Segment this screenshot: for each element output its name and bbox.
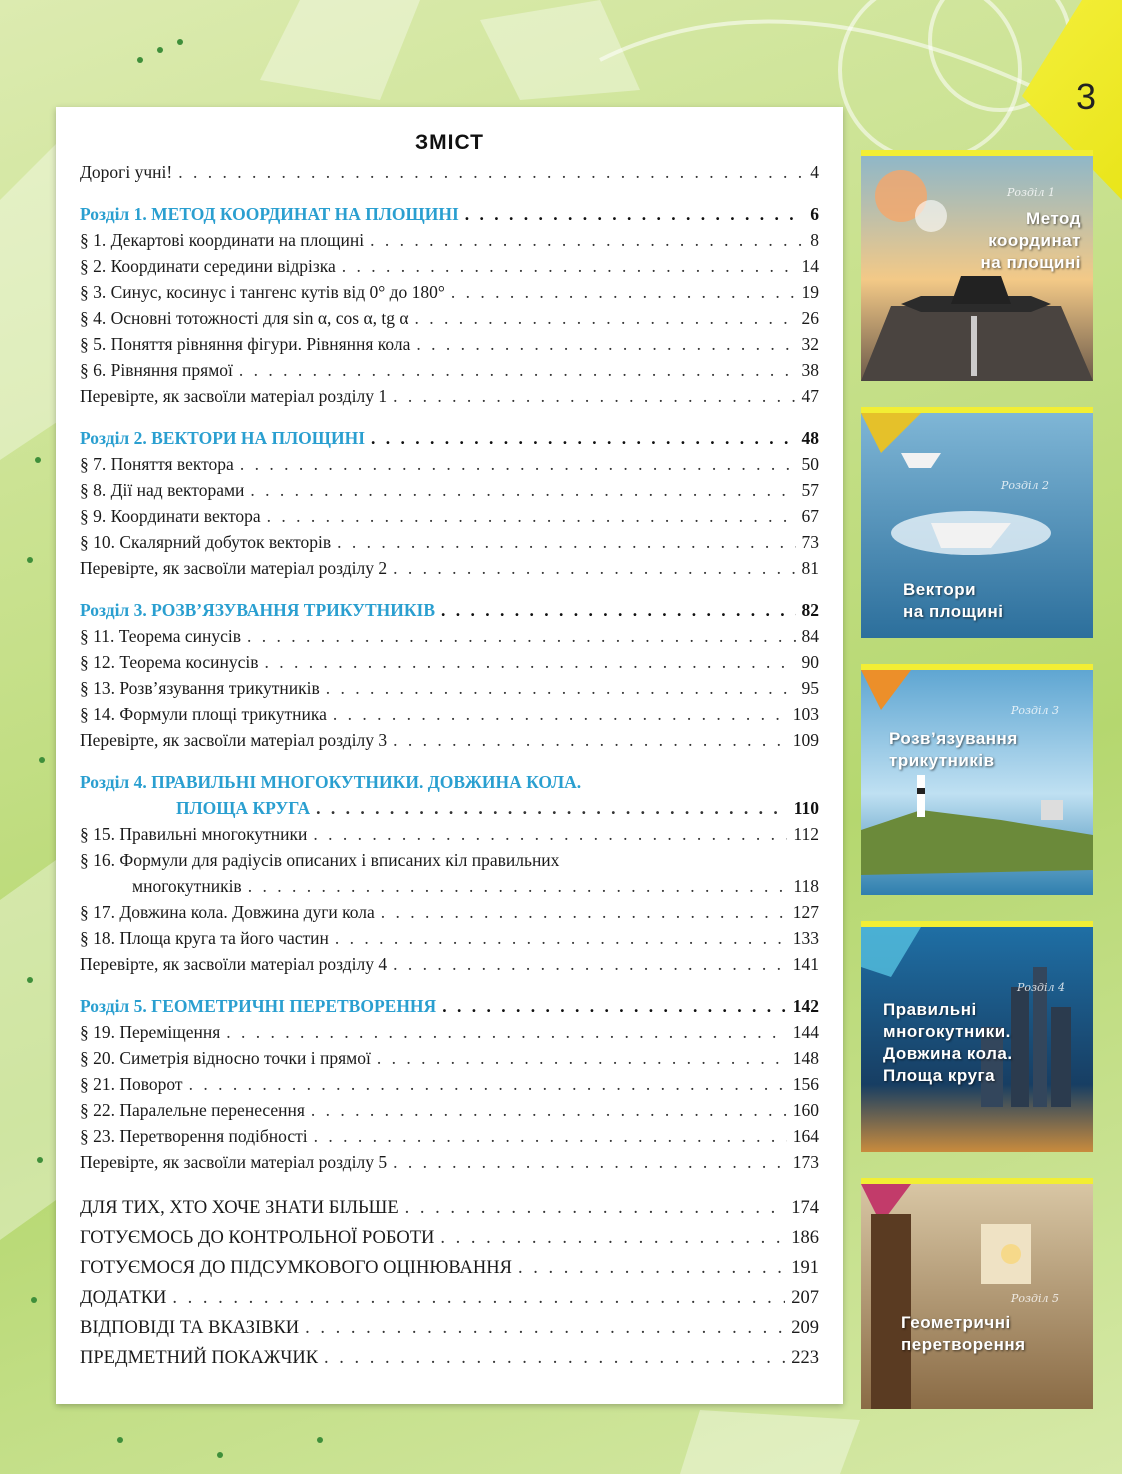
toc-dot-leader [178,159,804,185]
toc-row [80,159,819,185]
toc-page-number: 73 [801,532,819,552]
toc-section-row [80,993,819,1019]
toc-page-number: 67 [801,506,819,526]
toc-page-number: 209 [791,1318,819,1338]
toc-page-number: 156 [792,1074,819,1094]
toc-entry-text: § 13. Розв’язування трикутників [80,678,320,698]
toc-row [80,279,819,305]
toc-dot-leader [240,451,796,477]
toc-page-number: 6 [810,204,819,224]
toc-row [80,1193,819,1223]
toc-row [80,331,819,357]
toc-dot-leader [335,925,787,951]
toc-page-number: 84 [801,626,819,646]
toc-entry-text: Розділ 5. ГЕОМЕТРИЧНІ ПЕРЕТВОРЕННЯ [80,996,437,1016]
toc-dot-leader [441,597,795,623]
toc-entry-text: ДЛЯ ТИХ, ХТО ХОЧЕ ЗНАТИ БІЛЬШЕ [80,1198,399,1218]
toc-dot-leader [250,477,795,503]
toc-page-number: 148 [792,1048,819,1068]
toc-row [80,623,819,649]
toc-page-number: 191 [791,1258,819,1278]
section-card-3 [861,664,1093,895]
table-of-contents-panel [56,107,843,1404]
toc-dot-leader [405,1193,786,1223]
toc-dot-leader [311,1097,787,1123]
toc-dot-leader [415,305,796,331]
toc-dot-leader [440,1223,785,1253]
toc-dot-leader [370,227,804,253]
toc-row [80,1123,819,1149]
toc-dot-leader [393,951,787,977]
toc-row [80,555,819,581]
toc-dot-leader [465,201,804,227]
toc-dot-leader [264,649,795,675]
toc-page-number: 118 [793,876,819,896]
toc-entry-text: Перевірте, як засвоїли матеріал розділу 3 [80,730,388,750]
page-number: 3 [1075,76,1096,117]
toc-row [80,821,819,847]
toc-entry-text: ПРЕДМЕТНИЙ ПОКАЖЧИК [80,1348,319,1368]
section-card-label-4: Правильні многокутники. Довжина кола. Площа круга [883,1000,1013,1085]
section-card-2 [861,407,1093,638]
toc-row [80,649,819,675]
section-card-label-1: Метод координат на площині [980,209,1081,272]
toc-dot-leader [316,795,788,821]
toc-page-number: 95 [801,678,819,698]
toc-entry-text: § 7. Поняття вектора [80,454,234,474]
toc-dot-leader [326,675,796,701]
toc-entry-text: ПЛОЩА КРУГА [176,798,311,818]
toc-entry-text: Перевірте, як засвоїли матеріал розділу 1 [80,386,388,406]
section-script-4: Розділ 4 [1017,981,1066,994]
toc-dot-leader [342,253,796,279]
toc-row [80,847,819,873]
toc-row [80,305,819,331]
toc-dot-leader [393,555,795,581]
toc-row [80,1019,819,1045]
toc-page-number: 174 [791,1198,819,1218]
toc-row [80,925,819,951]
toc-row [80,1071,819,1097]
toc-entry-text: § 22. Паралельне перенесення [80,1100,305,1120]
section-card-5 [861,1178,1093,1409]
toc-row [80,1097,819,1123]
section-card-label-5: Геометричні перетворення [901,1313,1026,1354]
toc-entry-text: Перевірте, як засвоїли матеріал розділу 5 [80,1152,388,1172]
toc-row [80,951,819,977]
toc-dot-leader [248,873,788,899]
toc-row [80,1283,819,1313]
toc-page-number: 142 [792,996,819,1016]
toc-dot-leader [393,727,787,753]
toc-entry-text: ВІДПОВІДІ ТА ВКАЗІВКИ [80,1318,300,1338]
toc-page-number: 223 [791,1348,819,1368]
toc-list [80,159,819,1373]
toc-row [80,1253,819,1283]
toc-section-row [80,201,819,227]
toc-page-number: 127 [792,902,819,922]
toc-entry-text: § 16. Формули для радіусів описаних і вписаних кіл правильних [80,850,560,870]
toc-entry-text: § 5. Поняття рівняння фігури. Рівняння кола [80,334,411,354]
toc-dot-leader [314,1123,787,1149]
toc-entry-text: § 4. Основні тотожності для sin α, cos α, tg α [80,308,409,328]
toc-entry-text: § 10. Скалярний добуток векторів [80,532,332,552]
toc-entry-text: § 9. Координати вектора [80,506,261,526]
toc-entry-text: Розділ 3. РОЗВ’ЯЗУВАННЯ ТРИКУТНИКІВ [80,600,436,620]
toc-page-number: 14 [801,256,819,276]
toc-page-number: 109 [792,730,819,750]
toc-page-number: 103 [792,704,819,724]
toc-row [80,701,819,727]
toc-row [80,477,819,503]
toc-dot-leader [333,701,787,727]
section-card-1 [861,150,1093,381]
toc-page-number: 50 [801,454,819,474]
toc-dot-leader [324,1343,785,1373]
toc-entry-text: § 18. Площа круга та його частин [80,928,329,948]
toc-entry-text: ГОТУЄМОСЬ ДО КОНТРОЛЬНОЇ РОБОТИ [80,1228,435,1248]
toc-page-number: 112 [793,824,819,844]
toc-entry-text: многокутників [132,876,242,896]
toc-dot-leader [442,993,787,1019]
toc-row [80,727,819,753]
toc-entry-text: § 15. Правильні многокутники [80,824,308,844]
toc-dot-leader [393,383,795,409]
section-script-5: Розділ 5 [1011,1292,1060,1305]
toc-entry-text: ДОДАТКИ [80,1288,167,1308]
toc-page-number: 164 [792,1126,819,1146]
toc-dot-leader [239,357,796,383]
toc-row [80,227,819,253]
toc-dot-leader [172,1283,785,1313]
toc-entry-text: Перевірте, як засвоїли матеріал розділу 4 [80,954,388,974]
toc-page-number: 173 [792,1152,819,1172]
toc-entry-text: § 2. Координати середини відрізка [80,256,336,276]
section-card-label-2: Вектори на площині [903,580,1004,621]
toc-entry-text: § 3. Синус, косинус і тангенс кутів від 0° до 180° [80,282,445,302]
toc-title: ЗМІСТ [415,131,484,154]
toc-row [80,1149,819,1175]
toc-dot-leader [305,1313,785,1343]
toc-row [80,1343,819,1373]
toc-row [80,529,819,555]
toc-row [80,1313,819,1343]
toc-dot-leader [313,821,787,847]
toc-page-number: 160 [792,1100,819,1120]
toc-entry-text: § 23. Перетворення подібності [80,1126,308,1146]
toc-page-number: 144 [792,1022,819,1042]
toc-entry-text: Розділ 1. МЕТОД КООРДИНАТ НА ПЛОЩИНІ [80,204,459,224]
section-script-3: Розділ 3 [1011,704,1060,717]
toc-dot-leader [393,1149,787,1175]
toc-row [80,899,819,925]
toc-page-number: 57 [801,480,819,500]
toc-entry-text: Розділ 2. ВЕКТОРИ НА ПЛОЩИНІ [80,428,366,448]
toc-entry-text: § 14. Формули площі трикутника [80,704,327,724]
toc-entry-text: Перевірте, як засвоїли матеріал розділу 2 [80,558,388,578]
toc-page-number: 38 [801,360,819,380]
toc-dot-leader [247,623,795,649]
toc-row [80,1223,819,1253]
toc-dot-leader [226,1019,786,1045]
toc-page-number: 47 [801,386,819,406]
toc-entry-text: ГОТУЄМОСЯ ДО ПІДСУМКОВОГО ОЦІНЮВАННЯ [80,1258,512,1278]
toc-row [80,873,819,899]
toc-entry-text: § 17. Довжина кола. Довжина дуги кола [80,902,375,922]
toc-page-number: 207 [791,1288,819,1308]
toc-entry-text: § 20. Симетрія відносно точки і прямої [80,1048,371,1068]
toc-entry-text: Розділ 4. ПРАВИЛЬНІ МНОГОКУТНИКИ. ДОВЖИНА КОЛА. [80,772,582,792]
toc-dot-leader [189,1071,787,1097]
toc-entry-text: § 1. Декартові координати на площині [80,230,365,250]
toc-row [80,383,819,409]
toc-page-number: 26 [801,308,819,328]
toc-section-row [80,769,819,795]
toc-row [80,451,819,477]
toc-dot-leader [381,899,787,925]
toc-entry-text: Дорогі учні! [80,162,173,182]
toc-row [80,503,819,529]
section-card-4 [861,921,1093,1152]
toc-dot-leader [377,1045,787,1071]
toc-section-row [80,795,819,821]
toc-dot-leader [267,503,796,529]
toc-dot-leader [337,529,795,555]
section-script-2: Розділ 2 [1001,479,1050,492]
toc-page-number: 48 [801,428,819,448]
toc-page-number: 81 [801,558,819,578]
toc-entry-text: § 21. Поворот [80,1074,183,1094]
toc-entry-text: § 11. Теорема синусів [80,626,242,646]
toc-page-number: 4 [810,162,819,182]
toc-row [80,357,819,383]
toc-page-number: 82 [801,600,819,620]
toc-page-number: 186 [791,1228,819,1248]
toc-section-row [80,597,819,623]
toc-dot-leader [416,331,795,357]
toc-row [80,253,819,279]
toc-page-number: 8 [810,230,819,250]
toc-page-number: 32 [801,334,819,354]
toc-page-number: 90 [801,652,819,672]
toc-row [80,1045,819,1071]
section-card-label-3: Розв’язування трикутників [889,729,1018,770]
toc-page-number: 110 [793,798,819,818]
toc-page-number: 141 [792,954,819,974]
toc-entry-text: § 6. Рівняння прямої [80,360,233,380]
toc-section-row [80,425,819,451]
toc-dot-leader [518,1253,785,1283]
toc-page-number: 133 [792,928,819,948]
toc-page-number: 19 [801,282,819,302]
toc-entry-text: § 8. Дії над векторами [80,480,245,500]
toc-entry-text: § 19. Переміщення [80,1022,221,1042]
toc-dot-leader [451,279,796,305]
toc-dot-leader [371,425,795,451]
toc-row [80,675,819,701]
section-script-1: Розділ 1 [1007,186,1056,199]
toc-entry-text: § 12. Теорема косинусів [80,652,259,672]
